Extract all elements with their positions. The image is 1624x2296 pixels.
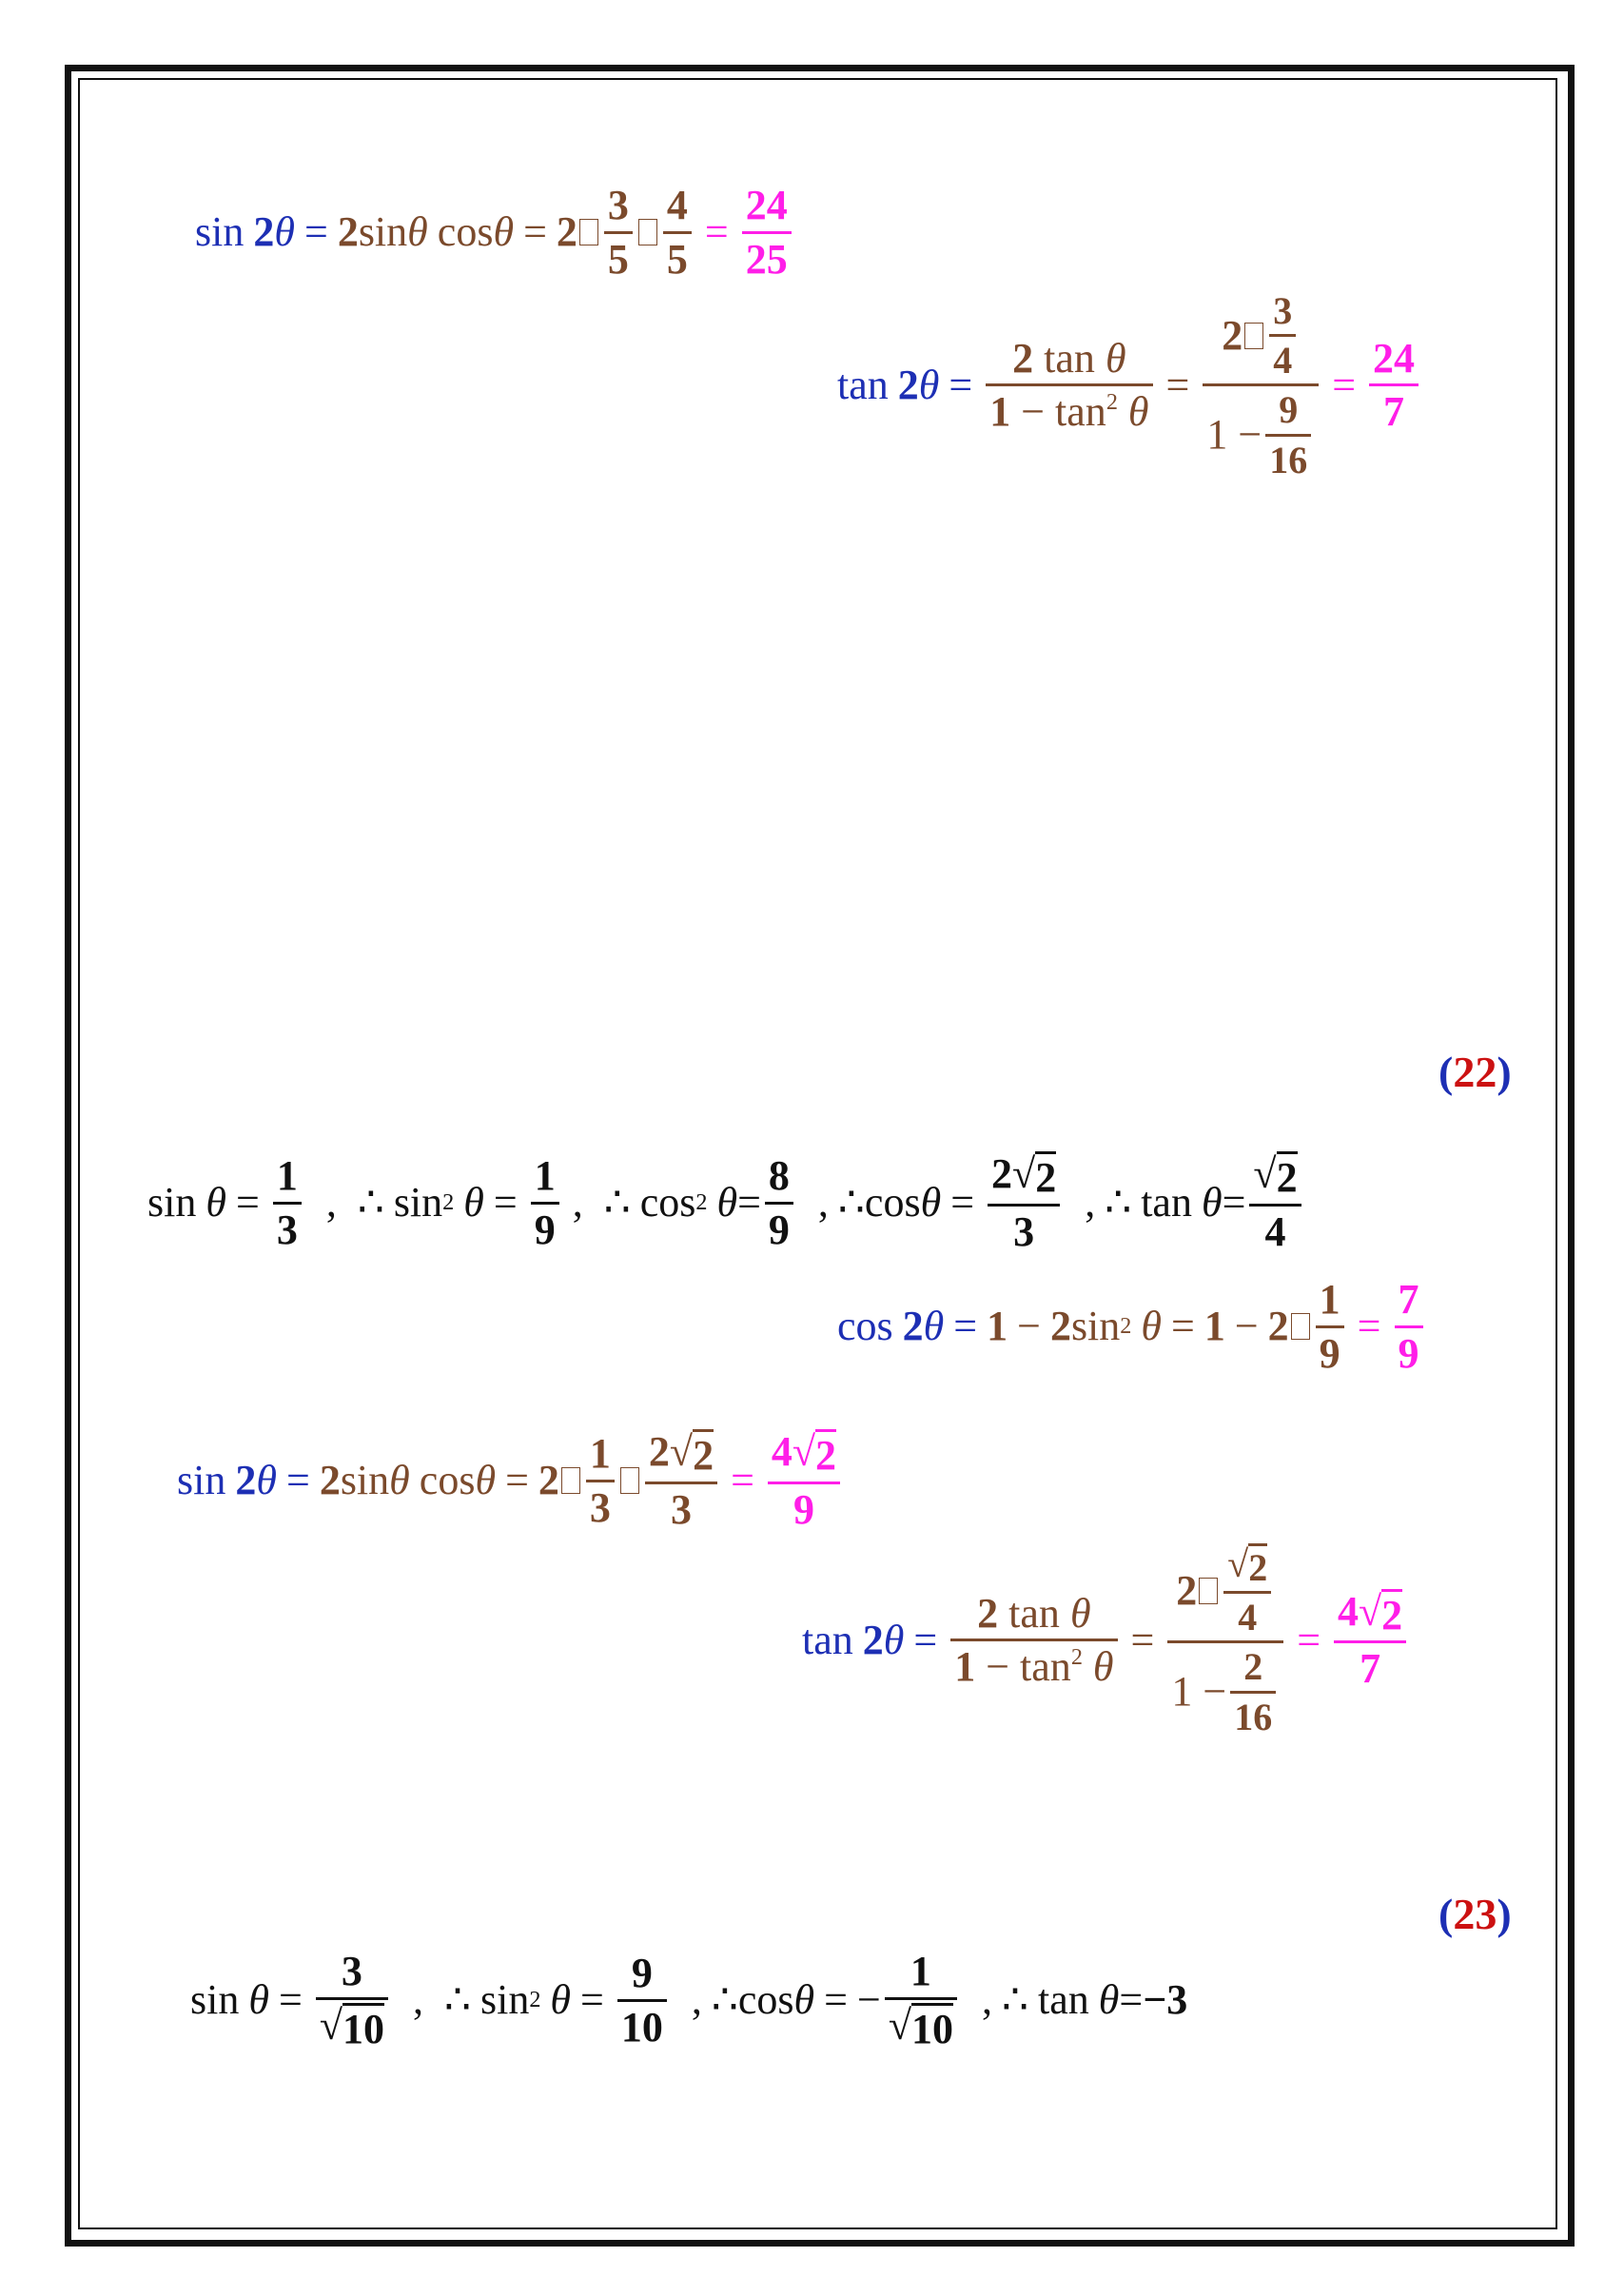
- placeholder-box-icon: [620, 1467, 639, 1494]
- sin2theta-equation-22: sin 2θ = 2 sin θ cos θ = 2 $\frac{1}{3}$ 2 √ 2 3 = 4 √ 2 9: [177, 1429, 844, 1532]
- placeholder-box-icon: [579, 219, 598, 245]
- placeholder-box-icon: [1291, 1313, 1310, 1340]
- placeholder-box-icon: [1244, 323, 1263, 349]
- problem-number-23: (23): [1438, 1890, 1512, 1938]
- tan2theta-equation-22: tan 2θ = $\frac{\text{2 tan θ}}{1 - \tan^2 \theta}$ = 2 √ 2 4 1 − $\frac{2}{16}$ = 4 √ 2 7: [802, 1543, 1410, 1737]
- compound-fraction: 2 √ 2 4 1 − $\frac{2}{16}$: [1167, 1543, 1283, 1737]
- cos2theta-equation-22: cos 2θ = 1 − 2 sin 2 θ = 1 − 2 $\frac{1}{9}$ = $\frac{7}{9}$: [837, 1277, 1427, 1376]
- result-fraction: $\frac{24}{25}$: [742, 183, 792, 282]
- placeholder-box-icon: [1199, 1578, 1218, 1604]
- tan2theta-equation-1: tan 2θ = $\frac{\text{2 tan θ}}{1 - \tan^2 \theta}$ = 2 $\frac{3}{4}$ 1 − $\frac{9}{16}$ = $\frac{24}{7}$: [837, 290, 1422, 481]
- compound-fraction: 2 $\frac{3}{4}$ 1 − $\frac{9}{16}$: [1203, 290, 1319, 481]
- sin2theta-equation-1: sin 2θ = 2 sin θ cos θ = 2 $\frac{3}{5}$ $\frac{4}{5}$ = $\frac{24}{25}$: [195, 183, 795, 282]
- given-values-22: sin θ = $\frac{1}{3}$ , ∴ sin 2 θ = $\frac{1}{9}$ , ∴ cos 2 θ = $\frac{8}{9}$ , ∴ cos θ = 2 √ 2 3 , ∴ tan θ = √ 2 4: [147, 1151, 1305, 1254]
- fraction: $\frac{3}{5}$: [604, 183, 633, 282]
- placeholder-box-icon: [561, 1467, 580, 1494]
- result-fraction: 4 √ 2 7: [1334, 1589, 1406, 1692]
- result-fraction: $\frac{24}{7}$: [1369, 336, 1419, 435]
- result-fraction: $\frac{7}{9}$: [1395, 1277, 1423, 1376]
- fraction: $\frac{4}{5}$: [663, 183, 692, 282]
- problem-number-22: (22): [1438, 1048, 1512, 1096]
- placeholder-box-icon: [638, 219, 657, 245]
- given-values-23: sin θ = 3 √ 10 , ∴ sin 2 θ = $\frac{9}{10}$ , ∴ cos θ = − 1 √ 10 , ∴ tan θ = −3: [190, 1948, 1188, 2052]
- result-fraction: 4 √ 2 9: [768, 1429, 840, 1532]
- fraction: $\frac{\text{2 tan θ}}{1 - \tan^2 \theta}$: [986, 336, 1152, 435]
